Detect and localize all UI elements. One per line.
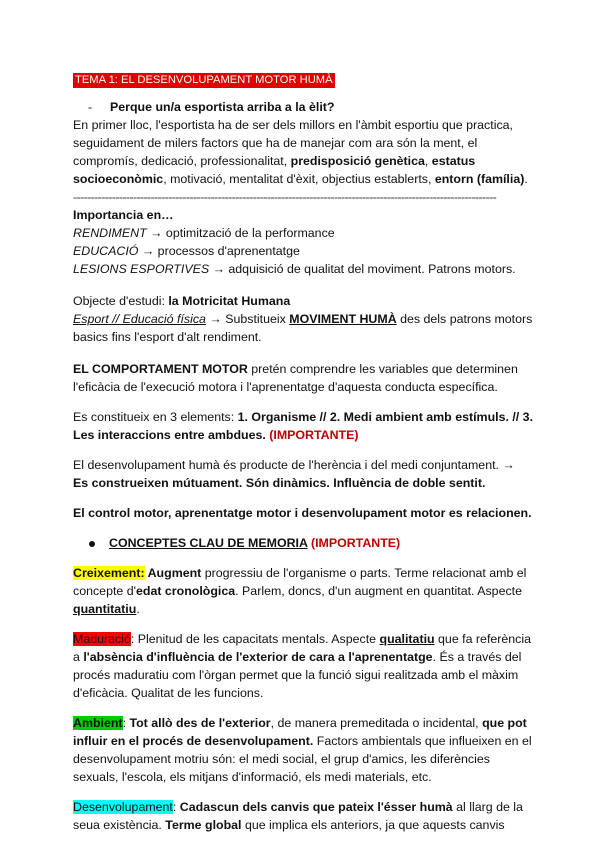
bold-text: Terme global [165,818,242,832]
bold-text: que pot influir en el procés de desenvolupament. [73,716,527,748]
question-text: Perque un/a esportista arriba a la èlit? [110,100,335,114]
text: → optimització de la performance [146,226,335,240]
page-title: TEMA 1: EL DESENVOLUPAMENT MOTOR HUMÀ [75,74,333,86]
question-item [73,98,533,116]
ambient-paragraph [73,714,533,786]
text: : [172,800,180,814]
control-motor-line [73,504,533,522]
text: Es constitueix en 3 elements: [73,410,238,424]
highlighted-term: Ambient [73,716,123,730]
text: pretén comprendre les variables que determinen l'eficàcia de l'execució motora i l'aprenentatge d'aquesta conducta específica. [73,362,518,394]
elite-paragraph [73,116,533,188]
highlighted-term: Maduració [73,632,131,646]
text: → Substitueix [205,312,290,326]
text: En primer lloc, l'esportista ha de ser dels millors en l'àmbit esportiu que practica, seguidament de milers factors que ha de manejar com ara són la ment, el compromís, dedicació, professionalitat, [73,118,513,168]
highlighted-term: Desenvolupament [73,800,173,814]
bold-text: edat cronològica [136,584,236,598]
text: Factors ambientals que influeixen en el desenvolupament motriu són: el medi social, el grup d'amics, les diferències sexuals, l'escola, els mitjans d'informació, els medi materials, etc. [73,734,532,784]
italic-term: RENDIMENT [73,226,147,240]
text: , [424,154,432,168]
text: → processos d'aprenentatge [138,244,300,258]
bold-text: entorn (família) [434,172,525,186]
bold-text: EL COMPORTAMENT MOTOR [73,362,248,376]
bold-text: 1. Organisme // 2. Medi ambient amb estímuls. // 3. Les interaccions entre ambdues. [73,410,534,442]
bold-text: predisposició genètica [290,154,425,168]
text: que implica els anteriors, ja que aquests canvis [241,818,505,832]
dash-bullet: - [88,100,93,114]
creixement-paragraph [73,564,533,618]
title-line [73,70,533,88]
text: . Parlem, doncs, d'un augment en quantitat. Aspecte [235,584,522,598]
underlined-term: Esport // Educació física [73,312,206,326]
elements-paragraph [73,408,533,444]
desenvolupament-paragraph [73,798,533,834]
dashed-divider: ------------------------------------------------------------------------------------------------------------------------ [73,190,497,204]
conceptes-bullet [73,534,533,552]
highlighted-term: Creixement: [73,566,145,580]
bold-text: l'absència d'influència de l'exterior de cara a l'aprenentatge [83,650,433,664]
comportament-paragraph [73,360,533,396]
bold-text: la Motricitat Humana [168,294,291,308]
bold-text: Cadascun dels canvis que pateix l'ésser humà [179,800,453,814]
importancia-line-3 [73,260,533,278]
text: Objecte d'estudi: [73,294,169,308]
italic-term: EDUCACIÓ [73,244,139,258]
bold-text: estatus socioeconòmic [73,154,476,186]
desenvolupament-huma-paragraph [73,456,533,492]
bold-text: Es construeixen mútuament. Són dinàmics. Influència de doble sentit. [73,476,486,490]
bold-underlined-term: qualitatiu [379,632,435,646]
text: El desenvolupament humà és producte de l'herència i del medi conjuntament. → [73,458,515,472]
bold-text: El control motor, aprenentatge motor i desenvolupament motor es relacionen. [73,506,532,520]
bullet-dot-icon [89,541,95,547]
conceptes-heading: CONCEPTES CLAU DE MEMORIA [109,536,308,550]
text: . [524,172,528,186]
text: . És a través del procés maduratiu com l'òrgan permet que la funció sigui realitzada amb el màxim d'eficàcia. Qualitat de les funcions. [73,650,522,700]
importancia-line-1 [73,224,533,242]
bold-text: Augment [144,566,202,580]
objecte-line [73,292,533,310]
text: al llarg de la seua existència. [73,800,523,832]
text: : [122,716,130,730]
document-body [73,70,533,834]
italic-term: LESIONS ESPORTIVES [73,262,210,276]
text: → adquisició de qualitat del moviment. Patrons motors. [209,262,516,276]
bold-underlined-term: MOVIMENT HUMÀ [289,312,397,326]
text: que fa referència a [73,632,532,664]
text: : Plenitud de les capacitats mentals. Aspecte [130,632,380,646]
text: , motivació, mentalitat d'èxit, objectius establerts, [163,172,435,186]
text: , de manera premeditada o incidental, [270,716,483,730]
heading-text: Importancia en… [73,208,174,222]
important-label: (IMPORTANTE) [265,428,359,442]
importancia-line-2 [73,242,533,260]
important-label: (IMPORTANTE) [307,536,401,550]
esport-paragraph [73,310,533,346]
bold-text: Tot allò des de l'exterior [129,716,271,730]
text: . [136,602,140,616]
bold-underlined-term: quantitatiu [73,602,137,616]
text: progressiu de l'organisme o parts. Terme relacionat amb el concepte d' [73,566,527,598]
importancia-heading [73,206,533,224]
maduracio-paragraph [73,630,533,702]
text: des dels patrons motors basics fins l'esport d'alt rendiment. [73,312,533,344]
